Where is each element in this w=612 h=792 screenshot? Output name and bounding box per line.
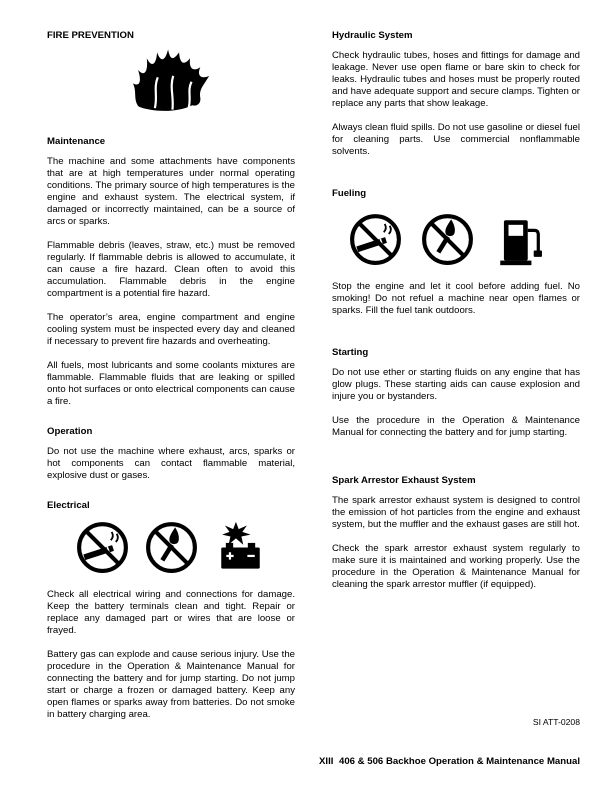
page-number: XIII: [319, 756, 334, 767]
battery-explosion-icon: [213, 520, 268, 575]
section-heading-electrical: Electrical: [47, 500, 90, 511]
right-column: [332, 30, 580, 736]
fuel-pump-icon: [492, 212, 547, 267]
no-smoking-icon: [348, 212, 403, 267]
electrical-paragraph-2: Battery gas can explode and cause serious injury. Use the procedure in the Operation & Maintenance Manual for connecting the battery and for jump starting. Do not jump start or charge a frozen or damaged battery. Keep any open flames or sparks away from batteries. Do not smoke in battery charging area.: [47, 649, 295, 720]
operation-paragraph-1: Do not use the machine where exhaust, arcs, sparks or hot components can contact flammable material, explosive dust or gases.: [47, 446, 295, 481]
left-column: [47, 30, 295, 733]
starting-paragraph-2: Use the procedure in the Operation & Maintenance Manual for connecting the battery and for jump starting.: [332, 415, 580, 438]
section-heading-fueling: Fueling: [332, 188, 367, 199]
spark-arrestor-paragraph-1: The spark arrestor exhaust system is designed to control the emission of hot particles from the engine and exhaust system, but the muffler and the exhaust gases are still hot.: [332, 495, 580, 530]
no-smoking-icon: [75, 520, 130, 575]
electrical-warning-icons: [47, 520, 295, 575]
electrical-paragraph-1: Check all electrical wiring and connections for damage. Keep the battery terminals clean and tight. Repair or replace any damaged part or wires that are loose or frayed.: [47, 589, 295, 636]
section-heading-starting: Starting: [332, 347, 369, 358]
document-reference: SI ATT-0208: [532, 717, 580, 727]
fire-illustration: [47, 48, 295, 118]
fire-flames-icon: [123, 48, 219, 114]
fueling-warning-icons: [332, 212, 580, 267]
starting-paragraph-1: Do not use ether or starting fluids on any engine that has glow plugs. These starting aids can cause explosion and injure you or bystanders.: [332, 367, 580, 402]
no-open-flame-icon: [144, 520, 199, 575]
page-columns: [47, 30, 580, 736]
page-footer: [47, 756, 580, 768]
no-open-flame-icon: [420, 212, 475, 267]
spark-arrestor-paragraph-2: Check the spark arrestor exhaust system regularly to make sure it is maintained and working properly. Use the procedure in the Operation & Maintenance Manual for cleaning the spark arrestor muffler (if equipped).: [332, 543, 580, 590]
fueling-paragraph-1: Stop the engine and let it cool before adding fuel. No smoking! Do not refuel a machine near open flames or sparks. Fill the fuel tank outdoors.: [332, 281, 580, 316]
maintenance-paragraph-2: Flammable debris (leaves, straw, etc.) must be removed regularly. If flammable debris is allowed to accumulate, it can cause a fire hazard. Clean often to avoid this accumulation. Flammable debris in the engine compartment is a potential fire hazard.: [47, 240, 295, 299]
page-title: FIRE PREVENTION: [47, 30, 134, 41]
maintenance-paragraph-3: The operator’s area, engine compartment and engine cooling system must be inspected every day and cleaned if necessary to prevent fire hazards and overheating.: [47, 312, 295, 347]
maintenance-paragraph-4: All fuels, most lubricants and some coolants mixtures are flammable. Flammable fluids that are leaking or spilled onto hot surfaces or onto electrical components can cause a fire.: [47, 360, 295, 407]
section-heading-operation: Operation: [47, 426, 93, 437]
section-heading-hydraulic-system: Hydraulic System: [332, 30, 413, 41]
section-heading-spark-arrestor: Spark Arrestor Exhaust System: [332, 475, 476, 486]
section-heading-maintenance: Maintenance: [47, 136, 106, 147]
manual-title: 406 & 506 Backhoe Operation & Maintenance Manual: [339, 756, 580, 767]
hydraulic-paragraph-1: Check hydraulic tubes, hoses and fittings for damage and leakage. Never use open flame or bare skin to check for leaks. Hydraulic tubes and hoses must be properly routed and have adequate support and secure clamps. Tighten or replace any parts that show leakage.: [332, 50, 581, 109]
hydraulic-paragraph-2: Always clean fluid spills. Do not use gasoline or diesel fuel for cleaning parts. Use commercial nonflammable solvents.: [332, 122, 580, 157]
maintenance-paragraph-1: The machine and some attachments have components that are at high temperatures under normal operating conditions. The primary source of high temperatures is the engine and exhaust system. The electrical system, if damaged or incorrectly maintained, can be a source of arcs or sparks.: [47, 156, 295, 227]
